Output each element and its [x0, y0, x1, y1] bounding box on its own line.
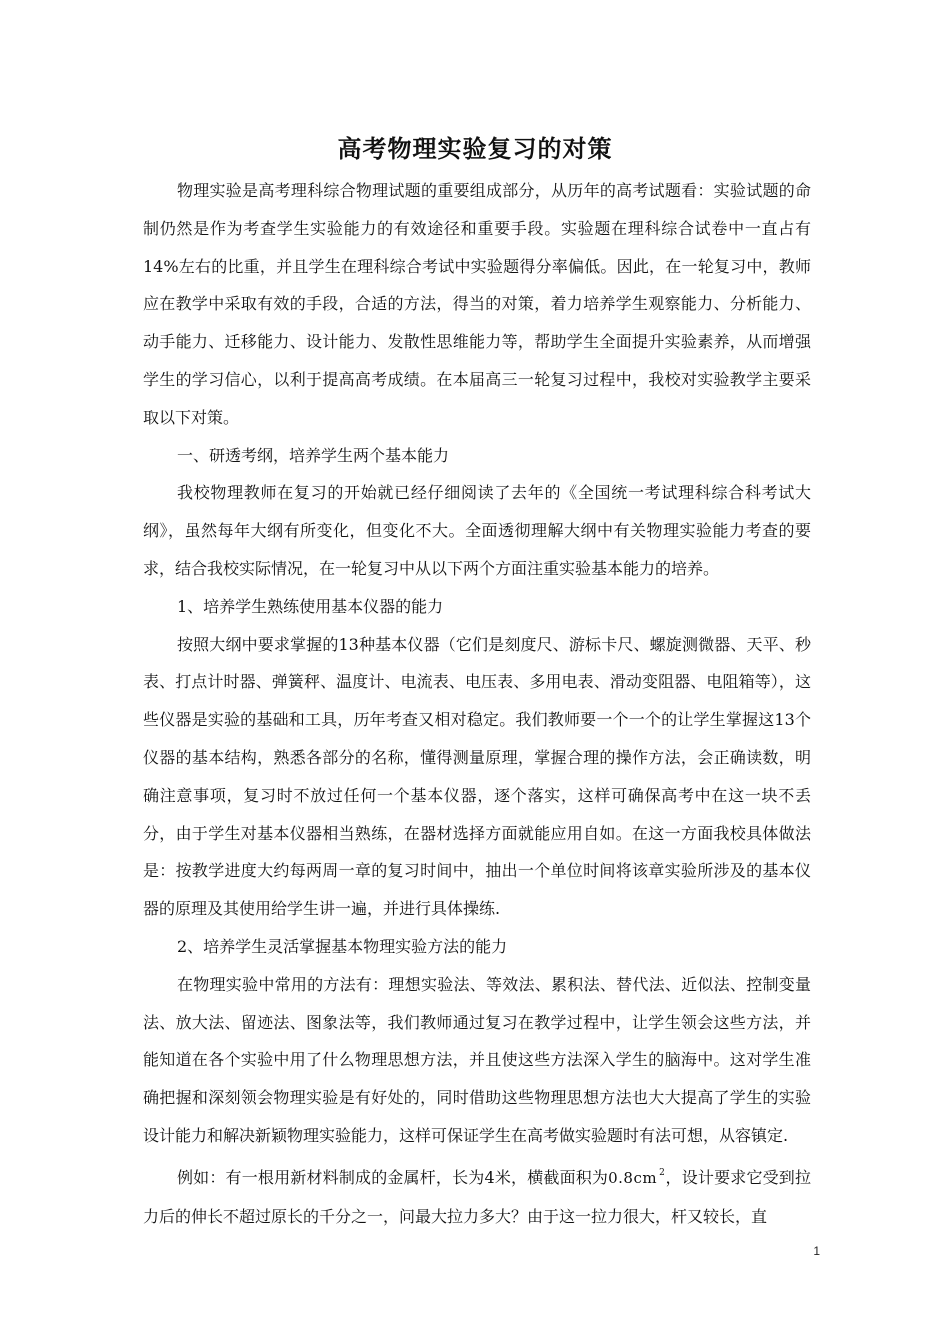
example-text-before: 例如：有一根用新材料制成的金属杆，长为4米，横截面积为 [177, 1167, 609, 1187]
document-title: 高考物理实验复习的对策 [337, 134, 613, 163]
paragraph-example [143, 1155, 811, 1236]
area-formula: 0.8cm $^2$ [608, 1167, 666, 1187]
formula-superscript: 2 [659, 1167, 666, 1178]
paragraph-syllabus: 我校物理教师在复习的开始就已经仔细阅读了去年的《全国统一考试理科综合科考试大纲》，虽然每年大纲有所变化，但变化不大。全面透彻理解大纲中有关物理实验能力考查的要求，结合我校实际情况，在一轮复习中从以下两个方面注重实验基本能力的培养。 [143, 483, 811, 578]
page-number: 1 [813, 1244, 820, 1258]
heading-subsection-1: 1、培养学生熟练使用基本仪器的能力 [177, 596, 444, 616]
heading-subsection-2: 2、培养学生灵活掌握基本物理实验方法的能力 [177, 936, 508, 956]
paragraph-intro: 物理实验是高考理科综合物理试题的重要组成部分，从历年的高考试题看：实验试题的命制仍然是作为考查学生实验能力的有效途径和重要手段。实验题在理科综合试卷中一直占有14%左右的比重，并且学生在理科综合考试中实验题得分率偏低。因此，在一轮复习中，教师应在教学中采取有效的手段，合适的方法，得当的对策，着力培养学生观察能力、分析能力、动手能力、迁移能力、设计能力、发散性思维能力等，帮助学生全面提升实验素养，从而增强学生的学习信心，以利于提高高考成绩。在本届高三一轮复习过程中，我校对实验教学主要采取以下对策。 [143, 181, 811, 427]
paragraph-methods: 在物理实验中常用的方法有：理想实验法、等效法、累积法、替代法、近似法、控制变量法、放大法、留迹法、图象法等，我们教师通过复习在教学过程中，让学生领会这些方法，并能知道在各个实验中用了什么物理思想方法，并且使这些方法深入学生的脑海中。这对学生准确把握和深刻领会物理实验是有好处的，同时借助这些物理思想方法也大大提高了学生的实验设计能力和解决新颖物理实验能力，这样可保证学生在高考做实验题时有法可想，从容镇定. [143, 974, 811, 1145]
document-body [143, 172, 811, 1235]
example-text-after: ，设计要求它受到拉力后的伸长不超过原长的千分之一，问最大拉力多大？由于这一拉力很大，杆又较长，直 [143, 1167, 811, 1226]
paragraph-instruments: 按照大纲中要求掌握的13种基本仪器（它们是刻度尺、游标卡尺、螺旋测微器、天平、秒表、打点计时器、弹簧秤、温度计、电流表、电压表、多用电表、滑动变阻器、电阻箱等），这些仪器是实验的基础和工具，历年考查又相对稳定。我们教师要一个一个的让学生掌握这13个仪器的基本结构，熟悉各部分的名称，懂得测量原理，掌握合理的操作方法，会正确读数，明确注意事项，复习时不放过任何一个基本仪器，逐个落实，这样可确保高考中在这一块不丢分，由于学生对基本仪器相当熟练，在器材选择方面就能应用自如。在这一方面我校具体做法是：按教学进度大约每两周一章的复习时间中，抽出一个单位时间将该章实验所涉及的基本仪器的原理及其使用给学生讲一遍，并进行具体操练. [143, 634, 811, 919]
heading-section-1: 一、研透考纲，培养学生两个基本能力 [177, 445, 450, 465]
